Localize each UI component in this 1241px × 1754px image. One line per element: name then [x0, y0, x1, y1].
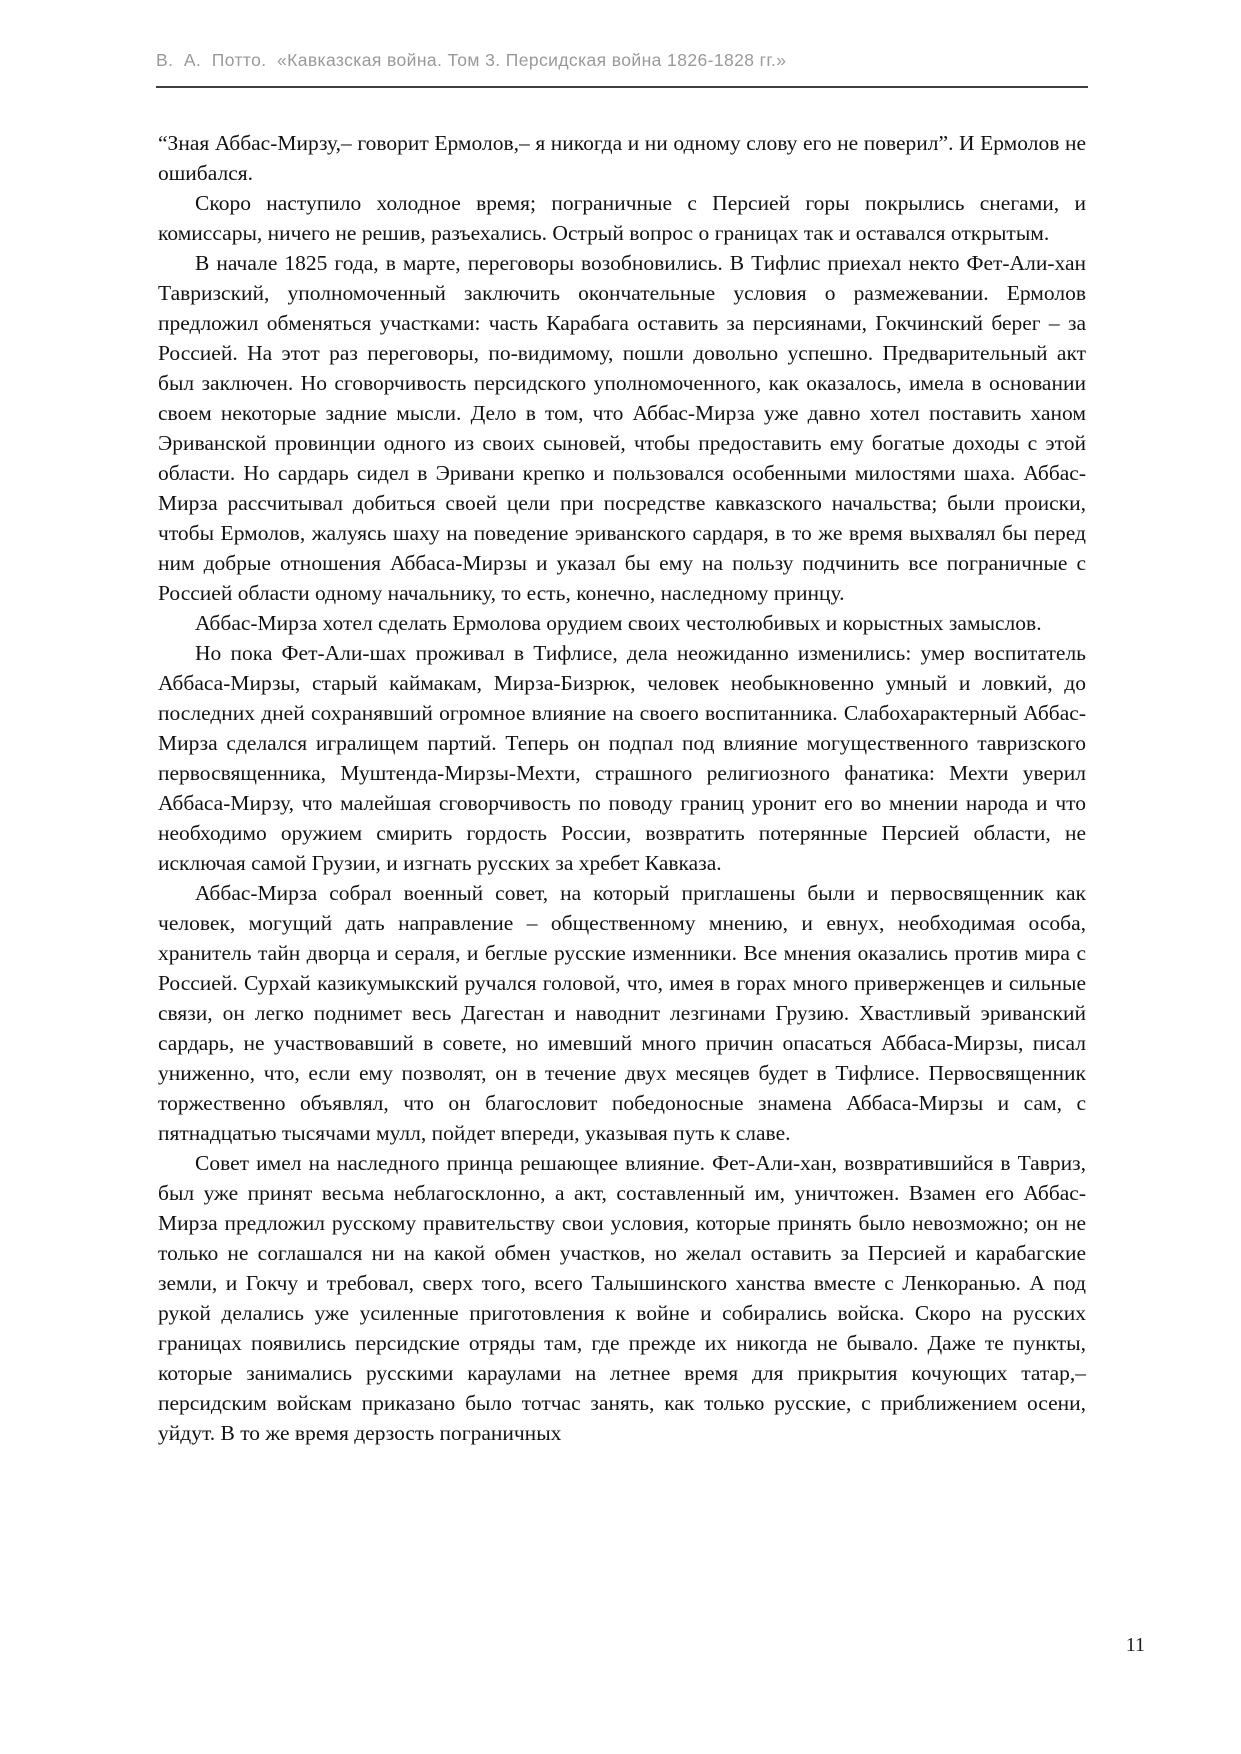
- body-paragraph: Аббас-Мирза хотел сделать Ермолова орудием своих честолюбивых и корыстных замыслов.: [195, 611, 1042, 635]
- body-paragraph: Совет имел на наследного принца решающее влияние. Фет-Али-хан, возвратившийся в Тавриз, был уже принят весьма неблагосклонно, а акт, составленный им, уничтожен. Взамен его Аббас-Мирза предложил русскому правительству свои условия, которые принять было невозможно; он не только не соглашался ни на какой обмен участков, но желал оставить за Персией и карабагские земли, и Гокчу и требовал, сверх того, всего Талышинского ханства вместе с Ленкоранью. А под рукой делались уже усиленные приготовления к войне и собирались войска. Скоро на русских границах появились персидские отряды там, где прежде их никогда не бывало. Даже те пункты, которые занимались русскими караулами на летнее время для прикрытия кочующих татар,– персидским войскам приказано было тотчас занять, как только русские, с приближением осени, уйдут. В то же время дерзость пограничных: [158, 1151, 1086, 1445]
- page-body: [158, 128, 1086, 1448]
- running-header: В. А. Потто. «Кавказская война. Том 3. Персидская война 1826-1828 гг.»: [156, 50, 787, 70]
- body-paragraph: “Зная Аббас-Мирзу,– говорит Ермолов,– я никогда и ни одному слову его не поверил”. И Ермолов не ошибался.: [158, 131, 1086, 185]
- body-paragraph: Но пока Фет-Али-шах проживал в Тифлисе, дела неожиданно изменились: умер воспитатель Аббаса-Мирзы, старый каймакам, Мирза-Бизрюк, человек необыкновенно умный и ловкий, до последних дней сохранявший огромное влияние на своего воспитанника. Слабохарактерный Аббас-Мирза сделался игралищем партий. Теперь он подпал под влияние могущественного тавризского первосвященника, Муштенда-Мирзы-Мехти, страшного религиозного фанатика: Мехти уверил Аббаса-Мирзу, что малейшая сговорчивость по поводу границ уронит его во мнении народа и что необходимо оружием смирить гордость России, возвратить потерянные Персией области, не исключая самой Грузии, и изгнать русских за хребет Кавказа.: [158, 641, 1086, 875]
- page-number: 11: [1125, 1634, 1145, 1656]
- body-paragraph: Аббас-Мирза собрал военный совет, на который приглашены были и первосвященник как человек, могущий дать направление – общественному мнению, и евнух, необходимая особа, хранитель тайн дворца и сераля, и беглые русские изменники. Все мнения оказались против мира с Россией. Сурхай казикумыкский ручался головой, что, имея в горах много приверженцев и сильные связи, он легко поднимет весь Дагестан и наводнит лезгинами Грузию. Хвастливый эриванский сардарь, не участвовавший в совете, но имевший много причин опасаться Аббаса-Мирзы, писал униженно, что, если ему позволят, он в течение двух месяцев будет в Тифлисе. Первосвященник торжественно объявлял, что он благословит победоносные знамена Аббаса-Мирзы и сам, с пятнадцатью тысячами мулл, пойдет впереди, указывая путь к славе.: [158, 881, 1086, 1145]
- body-paragraph: В начале 1825 года, в марте, переговоры возобновились. В Тифлис приехал некто Фет-Али-хан Тавризский, уполномоченный заключить окончательные условия о размежевании. Ермолов предложил обменяться участками: часть Карабага оставить за персиянами, Гокчинский берег – за Россией. На этот раз переговоры, по-видимому, пошли довольно успешно. Предварительный акт был заключен. Но сговорчивость персидского уполномоченного, как оказалось, имела в основании своем некоторые задние мысли. Дело в том, что Аббас-Мирза уже давно хотел поставить ханом Эриванской провинции одного из своих сыновей, чтобы предоставить ему богатые доходы с этой области. Но сардарь сидел в Эривани крепко и пользовался особенными милостями шаха. Аббас-Мирза рассчитывал добиться своей цели при посредстве кавказского начальства; были происки, чтобы Ермолов, жалуясь шаху на поведение эриванского сардаря, в то же время выхвалял бы перед ним добрые отношения Аббаса-Мирзы и указал бы ему на пользу подчинить все пограничные с Россией области одному начальнику, то есть, конечно, наследному принцу.: [158, 251, 1086, 605]
- body-paragraph: Скоро наступило холодное время; пограничные с Персией горы покрылись снегами, и комиссары, ничего не решив, разъехались. Острый вопрос о границах так и оставался открытым.: [158, 191, 1086, 245]
- header-divider: [156, 86, 1088, 88]
